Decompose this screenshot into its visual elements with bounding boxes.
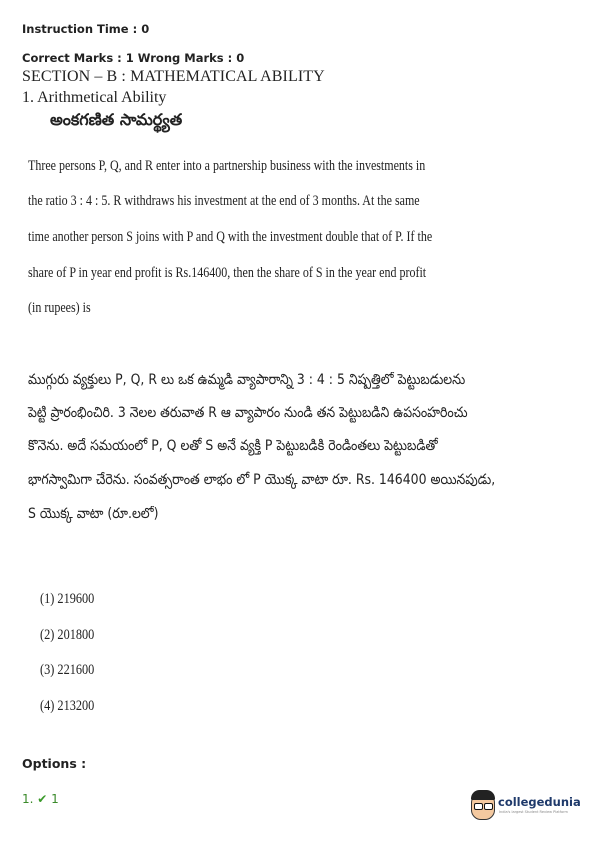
- mascot-icon: [471, 792, 495, 820]
- option-4[interactable]: (4) 213200: [40, 698, 95, 714]
- subsection-title-telugu: అంకగణిత సామర్థ్యత: [50, 110, 183, 129]
- marks-info: Correct Marks : 1 Wrong Marks : 0: [22, 51, 245, 65]
- question-line: (in rupees) is: [28, 300, 91, 316]
- logo-tagline: India's largest Student Review Platform: [499, 810, 568, 814]
- question-line-telugu: S యొక్క వాటా (రూ.లలో): [28, 506, 159, 522]
- question-line-telugu: పెట్టి ప్రారంభించిరి. 3 నెలల తరువాత R ఆ వ్యాపారం నుండి తన పెట్టుబడిని ఉపసంహరించు: [28, 405, 468, 421]
- collegedunia-logo: [471, 788, 581, 830]
- instruction-time: Instruction Time : 0: [22, 22, 150, 36]
- question-line-telugu: భాగస్వామిగా చేరెను. సంవత్సరాంత లాభం లో P యొక్క వాటా రూ. Rs. 146400 అయినపుడు,: [28, 472, 496, 488]
- question-line-telugu: కొనెను. అదే సమయంలో P, Q లతో S అనే వ్యక్తి P పెట్టుబడికి రెండింతలు పెట్టుబడితో: [28, 438, 438, 454]
- option-1[interactable]: (1) 219600: [40, 591, 95, 607]
- section-title: SECTION – B : MATHEMATICAL ABILITY: [22, 68, 325, 85]
- logo-brand: collegedunia: [498, 795, 581, 809]
- question-line: time another person S joins with P and Q with the investment double that of P. If the: [28, 229, 433, 245]
- question-line: share of P in year end profit is Rs.146400, then the share of S in the year end profit: [28, 265, 427, 281]
- options-label: Options :: [22, 756, 87, 771]
- option-3[interactable]: (3) 221600: [40, 662, 95, 678]
- question-line-telugu: ముగ్గురు వ్యక్తులు P, Q, R లు ఒక ఉమ్మడి వ్యాపారాన్ని 3 : 4 : 5 నిష్పత్తిలో పెట్టుబడులను: [28, 372, 466, 388]
- answer-value: 1: [51, 792, 59, 806]
- option-2[interactable]: (2) 201800: [40, 627, 95, 643]
- question-line: the ratio 3 : 4 : 5. R withdraws his investment at the end of 3 months. At the same: [28, 193, 420, 209]
- check-icon: ✔: [37, 792, 48, 806]
- subsection-title: 1. Arithmetical Ability: [22, 89, 167, 106]
- correct-answer: [22, 792, 59, 806]
- question-line: Three persons P, Q, and R enter into a partnership business with the investments in: [28, 158, 426, 174]
- answer-number: 1.: [22, 792, 34, 806]
